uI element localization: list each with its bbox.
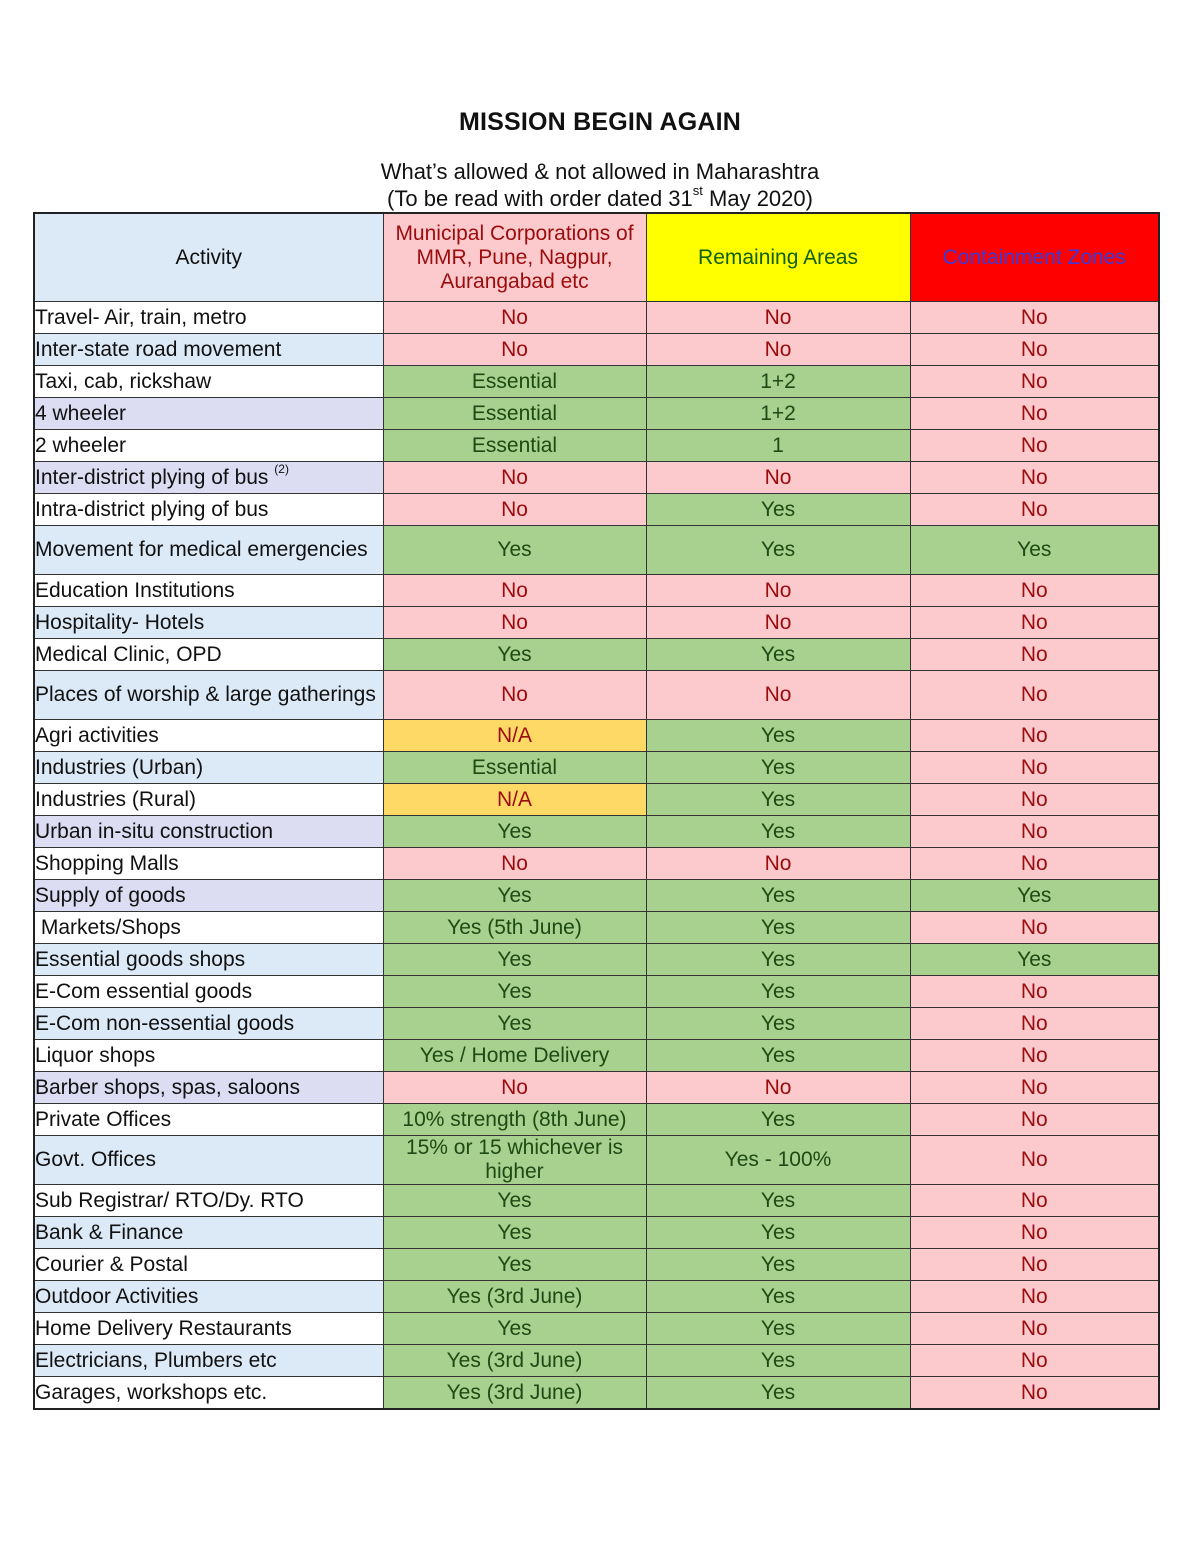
activity-label: Supply of goods bbox=[35, 883, 186, 907]
table-row bbox=[34, 334, 1159, 366]
table-row bbox=[34, 944, 1159, 976]
activity-label: Agri activities bbox=[35, 723, 159, 747]
municipal-status-cell: Yes bbox=[383, 880, 646, 912]
activity-cell bbox=[34, 1040, 383, 1072]
municipal-status-cell: Yes bbox=[383, 526, 646, 575]
order-reference-text: (To be read with order dated 31 bbox=[387, 186, 693, 211]
table-row bbox=[34, 848, 1159, 880]
containment-status-cell: Yes bbox=[910, 526, 1159, 575]
activity-label: Industries (Rural) bbox=[35, 787, 197, 811]
table-row bbox=[34, 784, 1159, 816]
containment-status-cell: No bbox=[910, 912, 1159, 944]
activity-cell bbox=[34, 462, 383, 494]
municipal-status-cell: No bbox=[383, 462, 646, 494]
municipal-status-cell: Essential bbox=[383, 752, 646, 784]
table-row bbox=[34, 526, 1159, 575]
municipal-status-cell: No bbox=[383, 848, 646, 880]
remaining-status-cell: Yes bbox=[646, 639, 910, 671]
table-row bbox=[34, 430, 1159, 462]
remaining-status-cell: 1+2 bbox=[646, 398, 910, 430]
activity-cell bbox=[34, 784, 383, 816]
activity-cell bbox=[34, 607, 383, 639]
activity-cell bbox=[34, 398, 383, 430]
remaining-status-cell: Yes bbox=[646, 784, 910, 816]
activity-cell bbox=[34, 1249, 383, 1281]
header-containment-zones: Containment Zones bbox=[910, 213, 1159, 302]
remaining-status-cell: Yes bbox=[646, 880, 910, 912]
activity-cell bbox=[34, 1136, 383, 1185]
activity-label: Essential goods shops bbox=[35, 947, 246, 971]
municipal-status-cell: Yes bbox=[383, 1249, 646, 1281]
remaining-status-cell: Yes bbox=[646, 1377, 910, 1410]
remaining-status-cell: Yes bbox=[646, 1313, 910, 1345]
remaining-status-cell: Yes bbox=[646, 752, 910, 784]
activity-cell bbox=[34, 526, 383, 575]
activity-label: Barber shops, spas, saloons bbox=[35, 1075, 300, 1099]
table-row bbox=[34, 880, 1159, 912]
containment-status-cell: No bbox=[910, 976, 1159, 1008]
header-activity: Activity bbox=[34, 213, 383, 302]
activity-label: Private Offices bbox=[35, 1107, 172, 1131]
activity-label: Electricians, Plumbers etc bbox=[35, 1348, 277, 1372]
activity-label: Hospitality- Hotels bbox=[35, 610, 205, 634]
activity-label: Outdoor Activities bbox=[35, 1284, 199, 1308]
remaining-status-cell: 1 bbox=[646, 430, 910, 462]
remaining-status-cell: Yes bbox=[646, 944, 910, 976]
municipal-status-cell: Yes bbox=[383, 816, 646, 848]
remaining-status-cell: Yes bbox=[646, 1185, 910, 1217]
activity-cell bbox=[34, 575, 383, 607]
containment-status-cell: No bbox=[910, 494, 1159, 526]
municipal-status-cell: No bbox=[383, 302, 646, 334]
table-header-row bbox=[34, 213, 1159, 302]
activity-cell bbox=[34, 1313, 383, 1345]
activity-cell bbox=[34, 494, 383, 526]
table-row bbox=[34, 976, 1159, 1008]
municipal-status-cell: Yes bbox=[383, 1217, 646, 1249]
remaining-status-cell: 1+2 bbox=[646, 366, 910, 398]
remaining-status-cell: Yes bbox=[646, 720, 910, 752]
activity-label: Markets/Shops bbox=[35, 915, 181, 939]
remaining-status-cell: Yes bbox=[646, 816, 910, 848]
activity-label: Medical Clinic, OPD bbox=[35, 642, 222, 666]
table-row bbox=[34, 1345, 1159, 1377]
remaining-status-cell: Yes bbox=[646, 976, 910, 1008]
table-row bbox=[34, 462, 1159, 494]
remaining-status-cell: Yes bbox=[646, 494, 910, 526]
containment-status-cell: No bbox=[910, 398, 1159, 430]
municipal-status-cell: Essential bbox=[383, 430, 646, 462]
containment-status-cell: No bbox=[910, 575, 1159, 607]
municipal-status-cell: No bbox=[383, 671, 646, 720]
table-row bbox=[34, 752, 1159, 784]
activity-cell bbox=[34, 848, 383, 880]
activity-cell bbox=[34, 720, 383, 752]
municipal-status-cell: No bbox=[383, 607, 646, 639]
activity-label: E-Com non-essential goods bbox=[35, 1011, 295, 1035]
table-row bbox=[34, 816, 1159, 848]
activity-label: 2 wheeler bbox=[35, 433, 127, 457]
activity-cell bbox=[34, 1377, 383, 1410]
activity-label: Places of worship & large gatherings bbox=[35, 683, 376, 706]
remaining-status-cell: No bbox=[646, 1072, 910, 1104]
municipal-status-cell: No bbox=[383, 1072, 646, 1104]
containment-status-cell: No bbox=[910, 366, 1159, 398]
activity-label: Travel- Air, train, metro bbox=[35, 305, 247, 329]
order-reference-text-end: May 2020) bbox=[702, 186, 813, 211]
table-row bbox=[34, 607, 1159, 639]
municipal-status-cell: Essential bbox=[383, 366, 646, 398]
remaining-status-cell: No bbox=[646, 575, 910, 607]
activity-cell bbox=[34, 1345, 383, 1377]
municipal-status-cell: Yes / Home Delivery bbox=[383, 1040, 646, 1072]
activity-cell bbox=[34, 1104, 383, 1136]
activity-label: Courier & Postal bbox=[35, 1252, 188, 1276]
remaining-status-cell: Yes bbox=[646, 912, 910, 944]
containment-status-cell: No bbox=[910, 784, 1159, 816]
municipal-status-cell: Yes (3rd June) bbox=[383, 1281, 646, 1313]
table-row bbox=[34, 1185, 1159, 1217]
activity-cell bbox=[34, 1185, 383, 1217]
containment-status-cell: No bbox=[910, 848, 1159, 880]
activity-cell bbox=[34, 671, 383, 720]
remaining-status-cell: No bbox=[646, 462, 910, 494]
activity-cell bbox=[34, 912, 383, 944]
table-row bbox=[34, 1313, 1159, 1345]
table-row bbox=[34, 1377, 1159, 1410]
activity-label: Garages, workshops etc. bbox=[35, 1380, 268, 1404]
activity-cell bbox=[34, 302, 383, 334]
containment-status-cell: No bbox=[910, 1281, 1159, 1313]
activity-cell bbox=[34, 1072, 383, 1104]
activity-cell bbox=[34, 752, 383, 784]
order-reference-superscript: st bbox=[692, 183, 703, 198]
activity-cell bbox=[34, 430, 383, 462]
table-row bbox=[34, 1136, 1159, 1185]
table-row bbox=[34, 398, 1159, 430]
municipal-status-cell: Yes bbox=[383, 976, 646, 1008]
municipal-status-cell: 15% or 15 whichever is higher bbox=[383, 1136, 646, 1185]
header-municipal-corporations: Municipal Corporations of MMR, Pune, Nagpur, Aurangabad etc bbox=[383, 213, 646, 302]
containment-status-cell: No bbox=[910, 1040, 1159, 1072]
activity-label: Taxi, cab, rickshaw bbox=[35, 369, 212, 393]
containment-status-cell: No bbox=[910, 1345, 1159, 1377]
table-row bbox=[34, 575, 1159, 607]
containment-status-cell: No bbox=[910, 1313, 1159, 1345]
municipal-status-cell: N/A bbox=[383, 720, 646, 752]
remaining-status-cell: Yes bbox=[646, 1249, 910, 1281]
containment-status-cell: Yes bbox=[910, 944, 1159, 976]
containment-status-cell: No bbox=[910, 1249, 1159, 1281]
remaining-status-cell: No bbox=[646, 848, 910, 880]
municipal-status-cell: Essential bbox=[383, 398, 646, 430]
containment-status-cell: No bbox=[910, 752, 1159, 784]
municipal-status-cell: No bbox=[383, 334, 646, 366]
remaining-status-cell: Yes - 100% bbox=[646, 1136, 910, 1185]
remaining-status-cell: Yes bbox=[646, 1104, 910, 1136]
table-row bbox=[34, 302, 1159, 334]
header-remaining-areas: Remaining Areas bbox=[646, 213, 910, 302]
municipal-status-cell: Yes (5th June) bbox=[383, 912, 646, 944]
containment-status-cell: No bbox=[910, 334, 1159, 366]
activity-label: Intra-district plying of bus bbox=[35, 497, 269, 521]
activity-label: Bank & Finance bbox=[35, 1220, 184, 1244]
activity-cell bbox=[34, 880, 383, 912]
remaining-status-cell: No bbox=[646, 607, 910, 639]
page-subtitle: What’s allowed & not allowed in Maharashtra bbox=[380, 159, 820, 184]
containment-status-cell: No bbox=[910, 1185, 1159, 1217]
remaining-status-cell: Yes bbox=[646, 1345, 910, 1377]
municipal-status-cell: Yes bbox=[383, 639, 646, 671]
table-row bbox=[34, 1281, 1159, 1313]
activity-cell bbox=[34, 944, 383, 976]
activity-label: Liquor shops bbox=[35, 1043, 156, 1067]
remaining-status-cell: Yes bbox=[646, 1008, 910, 1040]
containment-status-cell: No bbox=[910, 1377, 1159, 1410]
table-row bbox=[34, 1104, 1159, 1136]
remaining-status-cell: Yes bbox=[646, 1217, 910, 1249]
municipal-status-cell: Yes (3rd June) bbox=[383, 1345, 646, 1377]
order-reference bbox=[0, 183, 1200, 212]
activity-cell bbox=[34, 1008, 383, 1040]
activity-label: 4 wheeler bbox=[35, 401, 127, 425]
table-row bbox=[34, 720, 1159, 752]
containment-status-cell: No bbox=[910, 1072, 1159, 1104]
municipal-status-cell: Yes bbox=[383, 1313, 646, 1345]
activity-cell bbox=[34, 976, 383, 1008]
activity-label: Education Institutions bbox=[35, 578, 235, 602]
municipal-status-cell: N/A bbox=[383, 784, 646, 816]
municipal-status-cell: 10% strength (8th June) bbox=[383, 1104, 646, 1136]
activity-label: Urban in-situ construction bbox=[35, 819, 274, 843]
containment-status-cell: No bbox=[910, 462, 1159, 494]
table-row bbox=[34, 1008, 1159, 1040]
remaining-status-cell: Yes bbox=[646, 1281, 910, 1313]
remaining-status-cell: No bbox=[646, 334, 910, 366]
containment-status-cell: No bbox=[910, 430, 1159, 462]
table-row bbox=[34, 1249, 1159, 1281]
containment-status-cell: No bbox=[910, 639, 1159, 671]
containment-status-cell: Yes bbox=[910, 880, 1159, 912]
municipal-status-cell: No bbox=[383, 575, 646, 607]
containment-status-cell: No bbox=[910, 671, 1159, 720]
remaining-status-cell: No bbox=[646, 302, 910, 334]
activity-label: Home Delivery Restaurants bbox=[35, 1316, 292, 1340]
table-row bbox=[34, 912, 1159, 944]
footnote-marker: (2) bbox=[274, 461, 289, 476]
activity-table bbox=[33, 212, 1160, 1410]
municipal-status-cell: Yes bbox=[383, 1008, 646, 1040]
containment-status-cell: No bbox=[910, 1104, 1159, 1136]
containment-status-cell: No bbox=[910, 302, 1159, 334]
activity-label: Shopping Malls bbox=[35, 851, 179, 875]
activity-cell bbox=[34, 1281, 383, 1313]
activity-label: E-Com essential goods bbox=[35, 979, 253, 1003]
containment-status-cell: No bbox=[910, 607, 1159, 639]
remaining-status-cell: No bbox=[646, 671, 910, 720]
activity-cell bbox=[34, 334, 383, 366]
containment-status-cell: No bbox=[910, 1217, 1159, 1249]
table-row bbox=[34, 1040, 1159, 1072]
activity-label: Inter-state road movement bbox=[35, 337, 282, 361]
table-row bbox=[34, 494, 1159, 526]
municipal-status-cell: No bbox=[383, 494, 646, 526]
table-row bbox=[34, 1217, 1159, 1249]
activity-label: Industries (Urban) bbox=[35, 755, 204, 779]
activity-cell bbox=[34, 816, 383, 848]
table-row bbox=[34, 639, 1159, 671]
activity-cell bbox=[34, 1217, 383, 1249]
table-row bbox=[34, 366, 1159, 398]
remaining-status-cell: Yes bbox=[646, 526, 910, 575]
containment-status-cell: No bbox=[910, 1008, 1159, 1040]
municipal-status-cell: Yes bbox=[383, 944, 646, 976]
page-title: MISSION BEGIN AGAIN bbox=[458, 108, 742, 136]
activity-cell bbox=[34, 366, 383, 398]
activity-label: Inter-district plying of bus bbox=[35, 465, 269, 489]
activity-cell bbox=[34, 639, 383, 671]
containment-status-cell: No bbox=[910, 1136, 1159, 1185]
activity-label: Govt. Offices bbox=[35, 1148, 156, 1171]
table-row bbox=[34, 671, 1159, 720]
municipal-status-cell: Yes (3rd June) bbox=[383, 1377, 646, 1410]
containment-status-cell: No bbox=[910, 816, 1159, 848]
remaining-status-cell: Yes bbox=[646, 1040, 910, 1072]
activity-label: Sub Registrar/ RTO/Dy. RTO bbox=[35, 1188, 304, 1212]
table-row bbox=[34, 1072, 1159, 1104]
containment-status-cell: No bbox=[910, 720, 1159, 752]
municipal-status-cell: Yes bbox=[383, 1185, 646, 1217]
activity-label: Movement for medical emergencies bbox=[35, 538, 368, 561]
